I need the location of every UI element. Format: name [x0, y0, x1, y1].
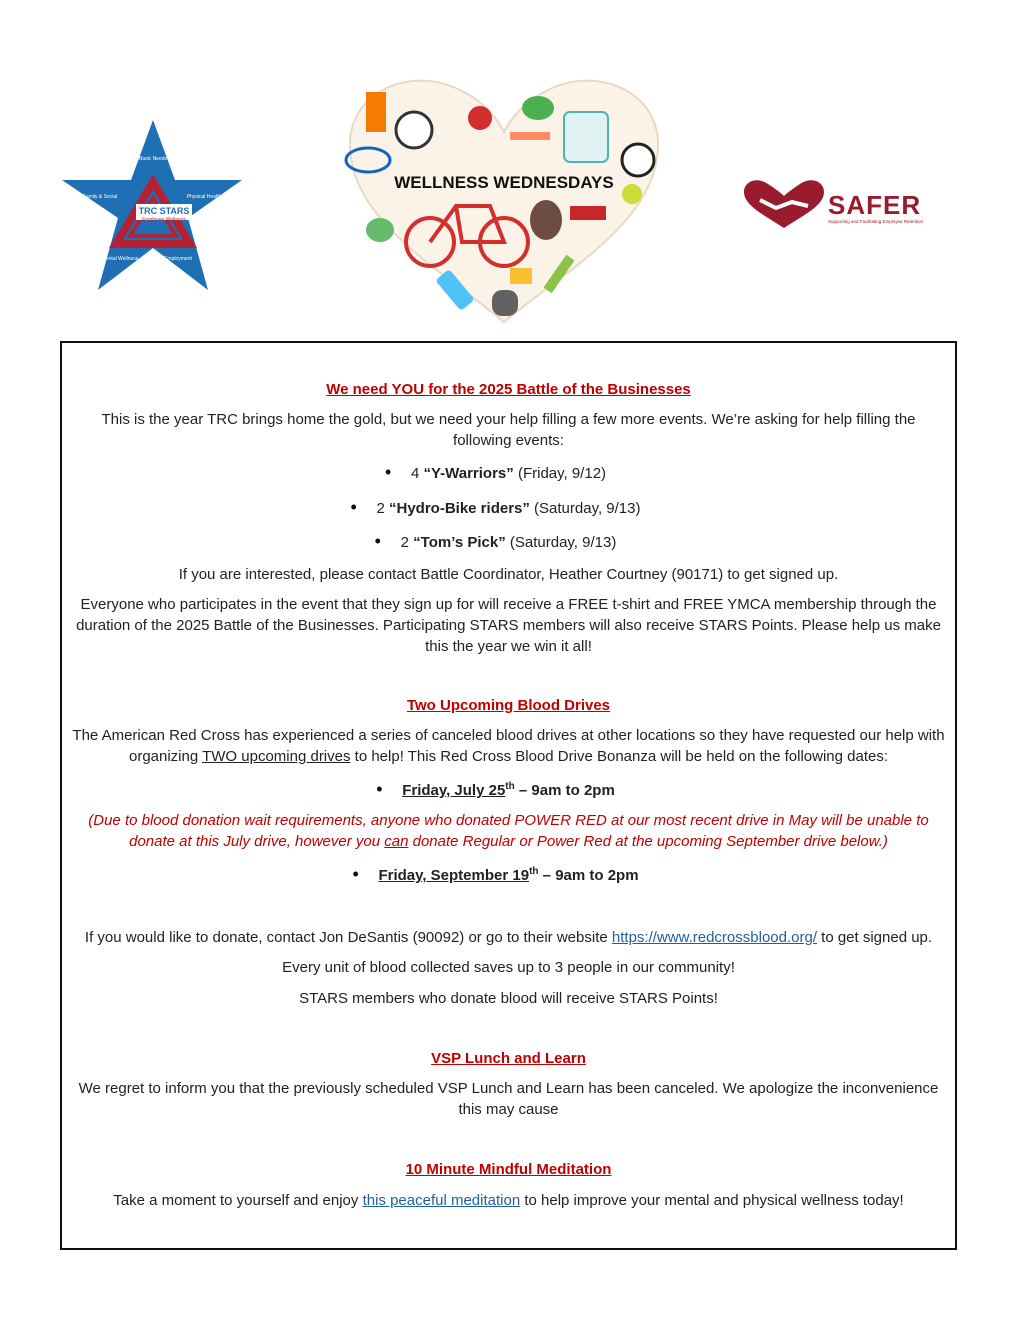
apple-icon [468, 106, 492, 130]
donate-post: to get signed up. [816, 929, 933, 946]
blood-intro-post: to help! This Red Cross Blood Drive Bonanza will be held on the following dates: [350, 748, 889, 765]
blood-intro-pre: The American Red Cross has experienced a series of canceled blood drives at other locations so they have requested our help with organizing [72, 727, 945, 765]
blood-saves: Every unit of blood collected saves up to 3 people in our community! [282, 959, 735, 976]
scale-icon [564, 112, 608, 162]
ball-icon [622, 184, 642, 204]
event-1-name: “Y-Warriors” [423, 465, 514, 482]
drive-2-date: Friday, September 19 [378, 867, 530, 884]
donate-pre: If you would like to donate, contact Jon DeSantis (90092) or go to their website [84, 929, 612, 946]
meditation-text [62, 1190, 955, 1211]
glove-icon [530, 200, 562, 240]
meditation-heading: 10 Minute Mindful Meditation [405, 1161, 612, 1178]
dumbbell-icon [510, 132, 550, 140]
star-point-5: Family & Social [82, 194, 118, 200]
clock-icon [622, 144, 654, 176]
safer-name: SAFER [828, 190, 922, 220]
star-point-4: Mental Wellness [101, 256, 139, 262]
broccoli-icon [522, 96, 554, 120]
two-drives-text: TWO upcoming drives [202, 748, 351, 765]
heart-title: WELLNESS WEDNESDAYS [394, 173, 614, 192]
kettlebell-icon [492, 290, 518, 316]
carton-icon [366, 92, 386, 132]
drive-1-date: Friday, July 25 [402, 782, 506, 799]
donate-contact [62, 927, 955, 948]
event-3-name: “Tom’s Pick” [413, 534, 506, 551]
wellness-wednesdays-heart [342, 70, 666, 330]
blood-points: STARS members who donate blood will receive STARS Points! [299, 990, 718, 1007]
star-point-2: Physical Health [186, 194, 222, 200]
stars-title: TRC STARS [138, 206, 190, 216]
event-item-3 [62, 532, 955, 553]
meditation-pre: Take a moment to yourself and enjoy [113, 1192, 363, 1209]
event-item-2 [62, 498, 955, 519]
safer-logo [740, 178, 945, 238]
weights-icon [570, 206, 606, 220]
event-1-date: (Friday, 9/12) [517, 465, 607, 482]
battle-benefits: Everyone who participates in the event that they sign up for will receive a FREE t-shirt and FREE YMCA membership through the duration of the 2025 Battle of the Businesses. Participating STARS members will also receive STARS Points. Please help us make this the year we win it all! [76, 596, 941, 655]
trc-stars-logo [58, 118, 248, 298]
event-item-1 [62, 463, 955, 484]
blood-note-pre: (Due to blood donation wait requirements, anyone who donated POWER RED at our most recent drive in May will be unable to donate at this July drive, however you [88, 812, 929, 850]
safer-tagline: Supporting and Facilitating Employee Retention [828, 219, 924, 224]
event-3-count: 2 [400, 534, 409, 551]
drive-2 [62, 865, 955, 886]
stopwatch-icon [396, 112, 432, 148]
event-2-name: “Hydro-Bike riders” [389, 500, 530, 517]
event-3-date: (Saturday, 9/13) [509, 534, 617, 551]
redcross-link[interactable]: https://www.redcrossblood.org/ [611, 929, 817, 946]
cheese-icon [510, 268, 532, 284]
newsletter-frame [60, 341, 957, 1250]
battle-contact: If you are interested, please contact Battle Coordinator, Heather Courtney (90171) to get signed up. [178, 566, 839, 583]
event-1-count: 4 [410, 465, 420, 482]
meditation-link[interactable]: this peaceful meditation [362, 1192, 521, 1209]
event-2-date: (Saturday, 9/13) [534, 500, 641, 517]
blood-intro [66, 725, 951, 767]
blood-heading: Two Upcoming Blood Drives [406, 697, 611, 714]
drive-1 [62, 780, 955, 801]
drive-1-time: – 9am to 2pm [514, 782, 615, 799]
star-point-1: Basic Needs [138, 156, 168, 162]
event-2-count: 2 [376, 500, 385, 517]
stars-subtitle: Employee Wellness [142, 217, 186, 223]
vsp-text: We regret to inform you that the previously scheduled VSP Lunch and Learn has been canceled. We apologize the inconvenience this may cause [78, 1080, 939, 1118]
drive-2-time: – 9am to 2pm [538, 867, 639, 884]
heart-outline [350, 81, 658, 322]
vsp-heading: VSP Lunch and Learn [431, 1050, 586, 1067]
drive-2-sup: th [529, 866, 539, 877]
battle-intro: This is the year TRC brings home the gold, but we need your help filling a few more events. We’re asking for help filling the following events: [101, 411, 916, 449]
blood-note-post: donate Regular or Power Red at the upcoming September drive below.) [408, 833, 888, 850]
battle-heading: We need YOU for the 2025 Battle of the Businesses [326, 381, 691, 398]
drive-1-sup: th [505, 781, 515, 792]
lettuce-icon [366, 218, 394, 242]
meditation-post: to help improve your mental and physical wellness today! [520, 1192, 904, 1209]
blood-note [80, 810, 937, 852]
star-point-3: Employment [164, 256, 192, 262]
blood-note-can: can [384, 833, 409, 850]
